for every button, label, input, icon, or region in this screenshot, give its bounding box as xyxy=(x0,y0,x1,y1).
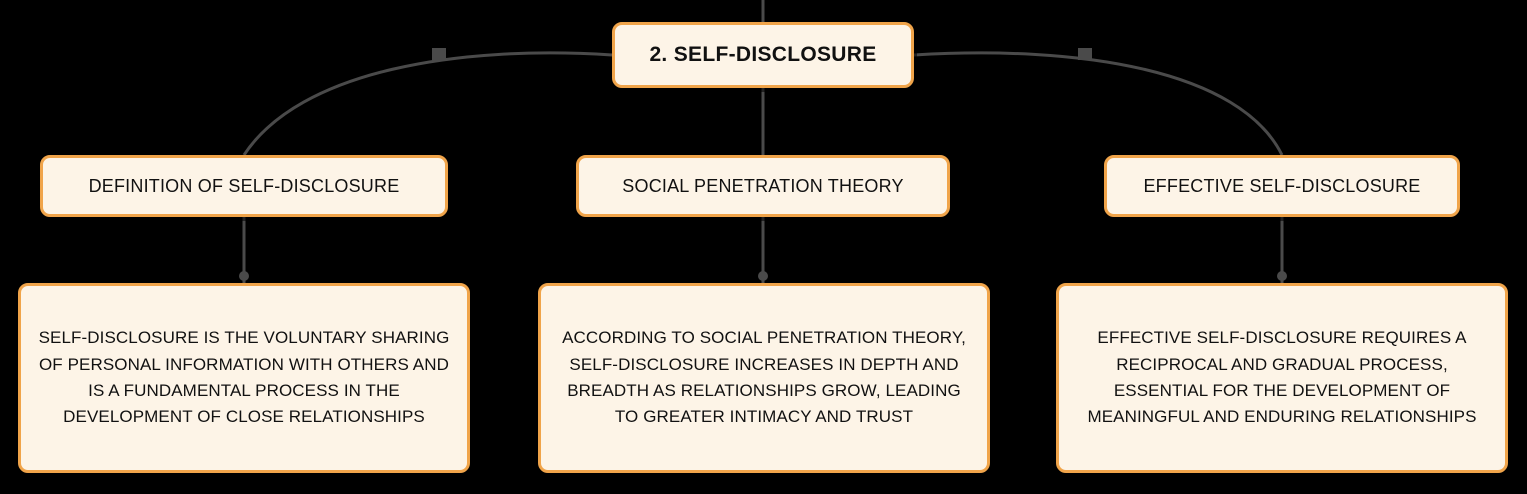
detail-node-effective-self-disclosure[interactable] xyxy=(1056,283,1508,473)
branch-node-social-penetration-theory[interactable] xyxy=(576,155,950,217)
branch-node-effective-self-disclosure[interactable] xyxy=(1104,155,1460,217)
branch-node-definition-of-self-disclosure[interactable] xyxy=(40,155,448,217)
detail-node-text: ACCORDING TO SOCIAL PENETRATION THEORY, SELF-DISCLOSURE INCREASES IN DEPTH AND BREADTH AS RELATIONSHIPS GROW, LEADING TO GREATER INTIMACY AND TRUST xyxy=(562,328,966,427)
detail-node-definition-of-self-disclosure[interactable] xyxy=(18,283,470,473)
detail-node-text: EFFECTIVE SELF-DISCLOSURE REQUIRES A RECIPROCAL AND GRADUAL PROCESS, ESSENTIAL FOR THE DEVELOPMENT OF MEANINGFUL AND ENDURING RELATIONSHIPS xyxy=(1087,328,1477,427)
detail-node-social-penetration-theory[interactable] xyxy=(538,283,990,473)
detail-node-text: SELF-DISCLOSURE IS THE VOLUNTARY SHARING OF PERSONAL INFORMATION WITH OTHERS AND IS A FUNDAMENTAL PROCESS IN THE DEVELOPMENT OF CLOSE RELATIONSHIPS xyxy=(38,328,450,427)
branch-node-label: DEFINITION OF SELF-DISCLOSURE xyxy=(88,175,400,196)
root-node-label: 2. SELF-DISCLOSURE xyxy=(649,43,877,66)
root-node[interactable] xyxy=(612,22,914,88)
branch-node-label: SOCIAL PENETRATION THEORY xyxy=(622,175,904,196)
branch-node-label: EFFECTIVE SELF-DISCLOSURE xyxy=(1143,175,1421,196)
